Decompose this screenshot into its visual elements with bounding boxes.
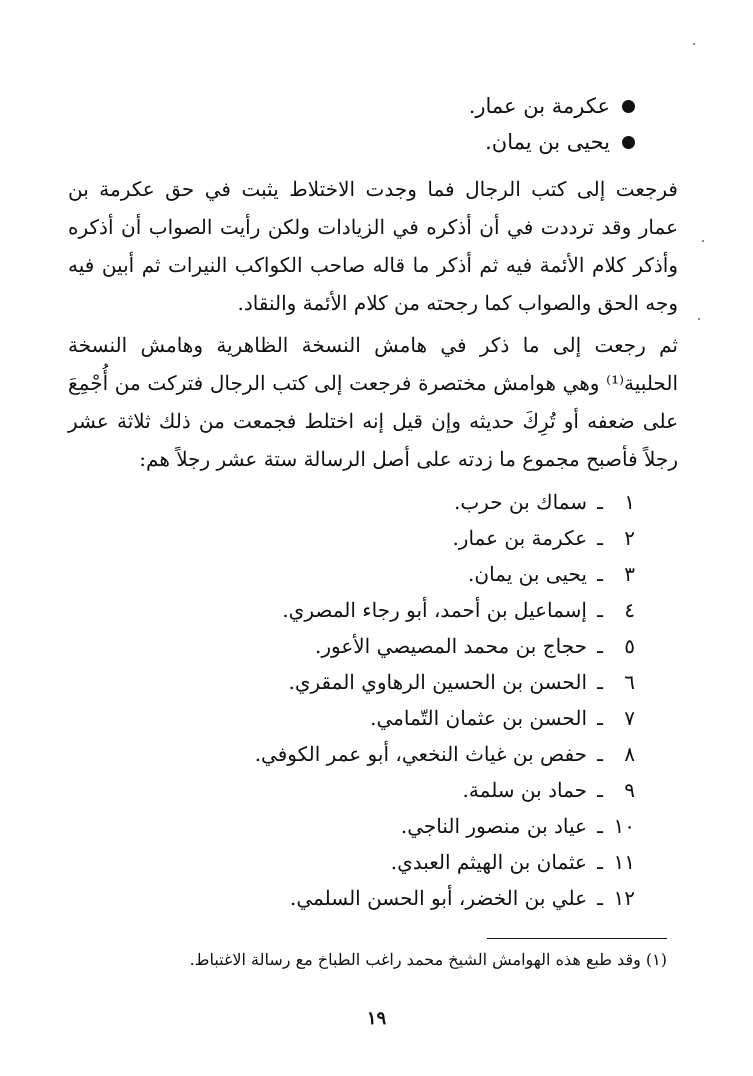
scan-speck xyxy=(693,43,695,45)
list-item xyxy=(255,520,635,556)
bullet-list xyxy=(215,88,635,160)
item-number: ١١ xyxy=(613,850,635,874)
scan-speck xyxy=(702,240,704,242)
list-item xyxy=(255,880,635,916)
item-dash: ـ xyxy=(597,706,603,730)
item-number: ١٠ xyxy=(613,814,635,838)
bullet-dot-icon xyxy=(622,100,635,113)
page-number: ١٩ xyxy=(366,1008,387,1029)
bullet-item xyxy=(215,124,635,160)
item-text: الحسن بن عثمان التّمامي. xyxy=(370,706,587,730)
item-dash: ـ xyxy=(597,598,603,622)
item-number: ٧ xyxy=(624,706,635,730)
item-dash: ـ xyxy=(597,490,603,514)
item-number: ٢ xyxy=(624,526,635,550)
item-dash: ـ xyxy=(597,850,603,874)
item-text: سماك بن حرب. xyxy=(454,490,587,514)
item-dash: ـ xyxy=(597,778,603,802)
list-item xyxy=(255,484,635,520)
item-number: ١٢ xyxy=(613,886,635,910)
list-item xyxy=(255,592,635,628)
list-item xyxy=(255,736,635,772)
footnote-divider xyxy=(487,938,667,939)
scan-speck xyxy=(698,318,700,320)
list-item xyxy=(255,844,635,880)
item-number: ٨ xyxy=(624,742,635,766)
item-dash: ـ xyxy=(597,742,603,766)
item-text: حفص بن غياث النخعي، أبو عمر الكوفي. xyxy=(254,742,587,766)
list-item xyxy=(255,700,635,736)
bullet-text: يحيى بن يمان. xyxy=(485,130,610,154)
item-dash: ـ xyxy=(597,814,603,838)
item-number: ٣ xyxy=(624,562,635,586)
item-dash: ـ xyxy=(597,886,603,910)
item-text: حماد بن سلمة. xyxy=(462,778,587,802)
item-text: يحيى بن يمان. xyxy=(468,562,587,586)
item-text: حجاج بن محمد المصيصي الأعور. xyxy=(314,634,587,658)
paragraph-intro: فرجعت إلى كتب الرجال فما وجدت الاختلاط يثبت في حق عكرمة بن عمار وقد ترددت في أن أذكره في الزيادات ولكن رأيت الصواب أن أذكره وأذكر كلام الأئمة فيه ثم أذكر ما قاله صاحب الكواكب النيرات ثم أبين فيه وجه الحق والصواب كما رجحته من كلام الأئمة والنقاد. xyxy=(68,177,678,315)
footnote: (١) وقد طبع هذه الهوامش الشيخ محمد راغب الطباخ مع رسالة الاغتباط. xyxy=(189,950,667,969)
item-dash: ـ xyxy=(597,562,603,586)
item-number: ١ xyxy=(624,490,635,514)
list-item xyxy=(255,772,635,808)
item-number: ٤ xyxy=(624,598,635,622)
bullet-text: عكرمة بن عمار. xyxy=(468,94,610,118)
item-dash: ـ xyxy=(597,634,603,658)
item-number: ٥ xyxy=(624,634,635,658)
item-text: عكرمة بن عمار. xyxy=(452,526,587,550)
list-item xyxy=(255,556,635,592)
list-item xyxy=(255,664,635,700)
narrators-list xyxy=(255,484,635,916)
item-number: ٩ xyxy=(624,778,635,802)
item-number: ٦ xyxy=(624,670,635,694)
item-dash: ـ xyxy=(597,526,603,550)
list-item xyxy=(255,808,635,844)
item-text: إسماعيل بن أحمد، أبو رجاء المصري. xyxy=(282,598,587,622)
bullet-item xyxy=(215,88,635,124)
item-dash: ـ xyxy=(597,670,603,694)
list-item xyxy=(255,628,635,664)
item-text: عثمان بن الهيثم العبدي. xyxy=(390,850,587,874)
item-text: الحسن بن الحسين الرهاوي المقري. xyxy=(288,670,587,694)
item-text: عياد بن منصور الناجي. xyxy=(400,814,587,838)
bullet-dot-icon xyxy=(622,136,635,149)
paragraph-second: ثم رجعت إلى ما ذكر في هامش النسخة الظاهرية وهامش النسخة الحلبية⁽¹⁾ وهي هوامش مختصرة فرجعت إلى كتب الرجال فتركت من أُجْمِعَ على ضعفه أو تُرِكَ حديثه وإن قيل إنه اختلط فجمعت من ذلك ثلاثة عشر رجلاً فأصبح مجموع ما زدته على أصل الرسالة ستة عشر رجلاً هم: xyxy=(68,333,678,471)
item-text: علي بن الخضر، أبو الحسن السلمي. xyxy=(290,886,587,910)
